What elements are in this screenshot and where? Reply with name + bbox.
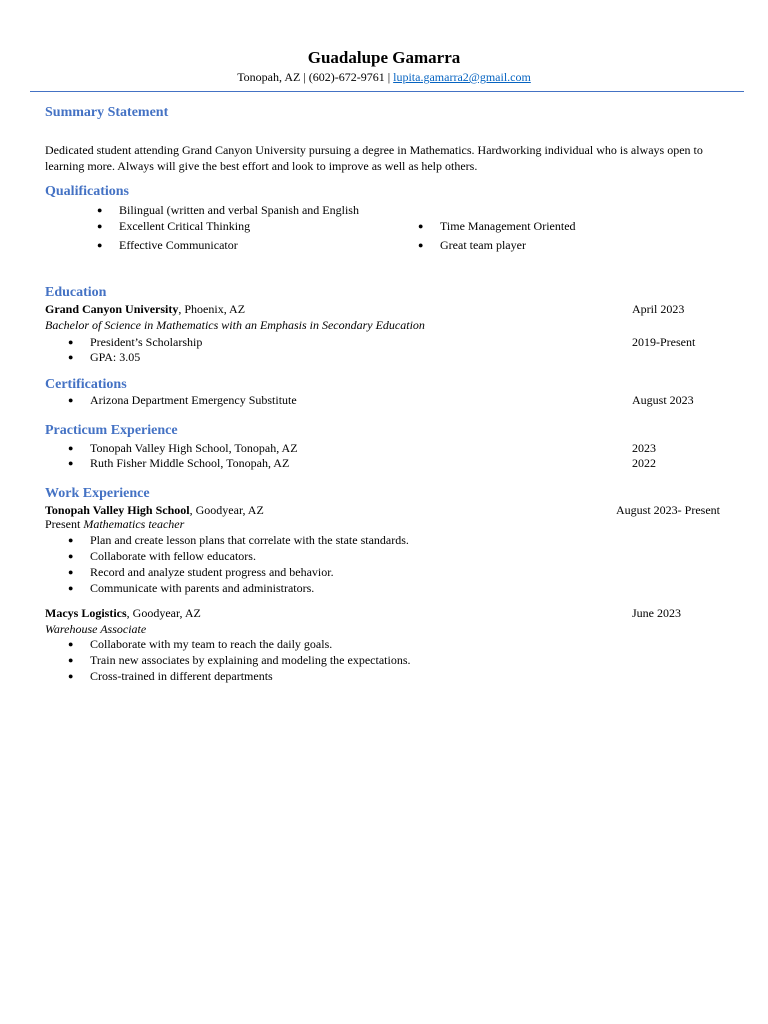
job-date: June 2023 — [632, 606, 681, 620]
job-title-prefix: Present — [45, 517, 84, 531]
bullet-icon: ● — [97, 240, 103, 250]
bullet-icon: ● — [68, 395, 74, 405]
bullet-icon: ● — [97, 221, 103, 231]
practicum-date: 2022 — [632, 456, 656, 470]
bullet-icon: ● — [68, 639, 74, 649]
qualification-item: Great team player — [440, 238, 526, 252]
school-name: Grand Canyon University — [45, 302, 179, 316]
work-heading: Work Experience — [45, 486, 150, 501]
qualifications-heading: Qualifications — [45, 184, 130, 199]
education-item: GPA: 3.05 — [90, 350, 141, 364]
qualification-item: Bilingual (written and verbal Spanish and English — [119, 203, 359, 217]
contact-line — [0, 69, 768, 85]
job-duty: Record and analyze student progress and behavior. — [90, 565, 334, 579]
practicum-item: Ruth Fisher Middle School, Tonopah, AZ — [90, 456, 290, 470]
bullet-icon: ● — [68, 583, 74, 593]
education-item: President’s Scholarship — [90, 335, 203, 349]
header-divider — [30, 91, 744, 92]
employer-name: Macys Logistics — [45, 606, 127, 620]
job-employer-line — [45, 605, 201, 621]
degree: Bachelor of Science in Mathematics with an Emphasis in Secondary Education — [45, 318, 425, 332]
education-date: April 2023 — [632, 302, 685, 316]
job-date: August 2023- Present — [616, 503, 720, 517]
bullet-icon: ● — [68, 352, 74, 362]
job-duty: Plan and create lesson plans that correlate with the state standards. — [90, 533, 409, 547]
candidate-name: Guadalupe Gamarra — [307, 48, 461, 67]
practicum-item: Tonopah Valley High School, Tonopah, AZ — [90, 441, 298, 455]
bullet-icon: ● — [418, 240, 424, 250]
practicum-heading: Practicum Experience — [45, 423, 178, 438]
bullet-icon: ● — [68, 655, 74, 665]
bullet-icon: ● — [68, 551, 74, 561]
summary-heading: Summary Statement — [45, 105, 169, 120]
employer-location: , Goodyear, AZ — [126, 606, 201, 620]
location-phone: Tonopah, AZ | (602)-672-9761 | — [237, 70, 394, 84]
bullet-icon: ● — [68, 567, 74, 577]
bullet-icon: ● — [68, 671, 74, 681]
bullet-icon: ● — [68, 458, 74, 468]
education-school-line — [45, 301, 245, 317]
employer-name: Tonopah Valley High School — [45, 503, 190, 517]
summary-text: Dedicated student attending Grand Canyon University pursuing a degree in Mathematics. Hardworking individual who is always open to learning more. Always will give the best effort and look to improve as well as help others. — [45, 143, 703, 173]
education-heading: Education — [45, 285, 107, 300]
bullet-icon: ● — [68, 337, 74, 347]
employer-location: , Goodyear, AZ — [189, 503, 264, 517]
job-title-line — [45, 516, 184, 532]
job-duty: Cross-trained in different departments — [90, 669, 273, 683]
qualification-item: Effective Communicator — [119, 238, 238, 252]
bullet-icon: ● — [418, 221, 424, 231]
bullet-icon: ● — [68, 535, 74, 545]
certifications-heading: Certifications — [45, 377, 127, 392]
job-duty: Collaborate with my team to reach the daily goals. — [90, 637, 333, 651]
job-title: Warehouse Associate — [45, 622, 147, 636]
education-item-date: 2019-Present — [632, 335, 696, 349]
practicum-date: 2023 — [632, 441, 656, 455]
email-link[interactable]: lupita.gamarra2@gmail.com — [393, 70, 531, 84]
bullet-icon: ● — [68, 443, 74, 453]
bullet-icon: ● — [97, 205, 103, 215]
job-duty: Communicate with parents and administrators. — [90, 581, 315, 595]
qualification-item: Excellent Critical Thinking — [119, 219, 251, 233]
certification-item: Arizona Department Emergency Substitute — [90, 393, 297, 407]
job-duty: Train new associates by explaining and modeling the expectations. — [90, 653, 411, 667]
job-title: Mathematics teacher — [83, 517, 185, 531]
qualification-item: Time Management Oriented — [440, 219, 576, 233]
job-duty: Collaborate with fellow educators. — [90, 549, 256, 563]
school-location: , Phoenix, AZ — [178, 302, 246, 316]
certification-date: August 2023 — [632, 393, 694, 407]
